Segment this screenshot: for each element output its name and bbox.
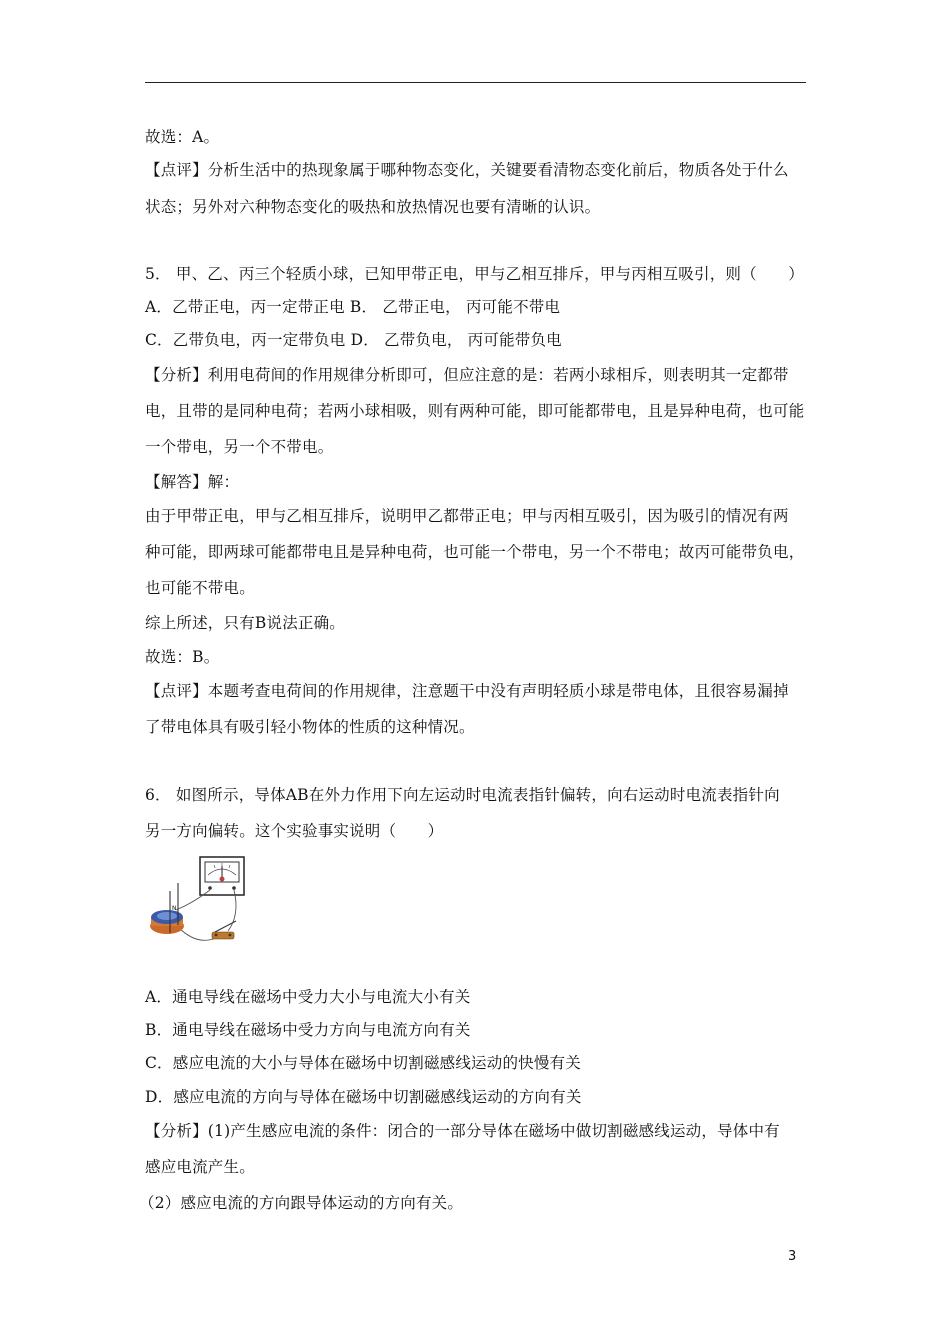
question-6-option-a: A．通电导线在磁场中受力大小与电流大小有关 bbox=[145, 988, 471, 1006]
question-5-options-ab: A．乙带正电，丙一定带正电 B． 乙带正电， 丙可能不带电 bbox=[145, 298, 561, 316]
question-6-option-d: D．感应电流的方向与导体在磁场中切割磁感线运动的方向有关 bbox=[145, 1088, 582, 1106]
text-line: 【分析】利用电荷间的作用规律分析即可，但应注意的是：若两小球相斥，则表明其一定都带 bbox=[145, 366, 789, 384]
text-line: 【点评】分析生活中的热现象属于哪种物态变化，关键要看清物态变化前后，物质各处于什么 bbox=[145, 161, 789, 179]
text-line: 了带电体具有吸引轻小物体的性质的这种情况。 bbox=[145, 718, 475, 736]
text-line: 【点评】本题考查电荷间的作用规律，注意题干中没有声明轻质小球是带电体，且很容易漏掉 bbox=[145, 682, 789, 700]
text-line: 由于甲带正电，甲与乙相互排斥，说明甲乙都带正电；甲与丙相互吸引，因为吸引的情况有两 bbox=[145, 507, 789, 525]
text-line: 一个带电，另一个不带电。 bbox=[145, 438, 334, 456]
text-line: 【解答】解： bbox=[145, 473, 240, 491]
text-line: 状态；另外对六种物态变化的吸热和放热情况也要有清晰的认识。 bbox=[145, 198, 601, 216]
text-line: 感应电流产生。 bbox=[145, 1158, 255, 1176]
text-line: 电，且带的是同种电荷；若两小球相吸，则有两种可能，即可能都带电，且是异种电荷，也可能 bbox=[145, 402, 805, 420]
question-5-stem: 5． 甲、乙、丙三个轻质小球，已知甲带正电，甲与乙相互排斥，甲与丙相互吸引，则（ ） bbox=[145, 265, 804, 283]
text-line: 种可能，即两球可能都带电且是异种电荷，也可能一个带电，另一个不带电；故丙可能带负电， bbox=[145, 543, 805, 561]
text-line: 故选：B。 bbox=[145, 648, 220, 666]
text-line: 综上所述，只有B说法正确。 bbox=[145, 614, 345, 632]
text-line: 【分析】(1)产生感应电流的条件：闭合的一部分导体在磁场中做切割磁感线运动，导体中有 bbox=[145, 1122, 780, 1140]
page-number: 3 bbox=[788, 1249, 797, 1264]
question-6-option-c: C．感应电流的大小与导体在磁场中切割磁感线运动的快慢有关 bbox=[145, 1054, 581, 1072]
svg-text:N: N bbox=[172, 905, 177, 912]
text-line: 另一方向偏转。这个实验事实说明（ ） bbox=[145, 822, 444, 840]
induction-experiment-figure bbox=[148, 855, 250, 947]
question-6-stem: 6． 如图所示，导体AB在外力作用下向左运动时电流表指针偏转，向右运动时电流表指针向 bbox=[145, 786, 780, 804]
header-rule bbox=[145, 82, 806, 83]
question-5-options-cd: C．乙带负电，丙一定带负电 D． 乙带负电， 丙可能带负电 bbox=[145, 331, 562, 349]
text-line: （2）感应电流的方向跟导体运动的方向有关。 bbox=[139, 1194, 464, 1212]
text-line: 故选：A。 bbox=[145, 128, 220, 146]
text-line: 也可能不带电。 bbox=[145, 579, 255, 597]
question-6-option-b: B．通电导线在磁场中受力方向与电流方向有关 bbox=[145, 1021, 471, 1039]
